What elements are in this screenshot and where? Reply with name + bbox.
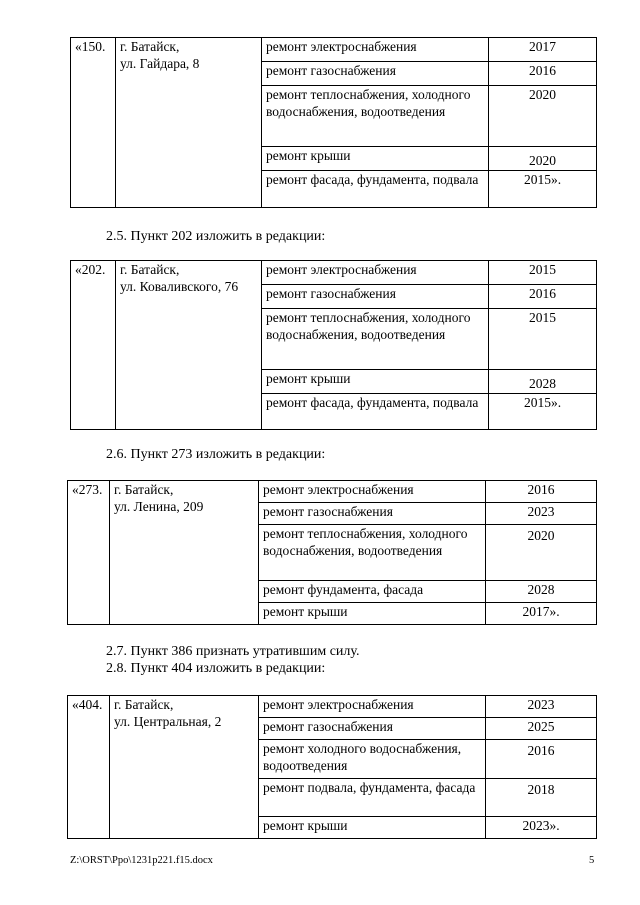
work-type: ремонт теплоснабжения, холодного водоснабжения, водоотведения bbox=[259, 525, 486, 581]
work-year: 2018 bbox=[486, 779, 597, 817]
work-year: 2017 bbox=[489, 38, 597, 62]
work-type: ремонт электроснабжения bbox=[262, 38, 489, 62]
work-type: ремонт электроснабжения bbox=[259, 481, 486, 503]
address-street: ул. Центральная, 2 bbox=[114, 714, 222, 729]
work-year: 2016 bbox=[486, 740, 597, 779]
work-type: ремонт газоснабжения bbox=[259, 718, 486, 740]
item-address bbox=[116, 261, 262, 430]
table-item-150 bbox=[70, 37, 597, 208]
page-number: 5 bbox=[589, 855, 595, 866]
address-city: г. Батайск, bbox=[114, 482, 174, 497]
paragraph-2-5: 2.5. Пункт 202 изложить в редакции: bbox=[106, 229, 326, 244]
work-year: 2015 bbox=[489, 309, 597, 370]
work-type: ремонт крыши bbox=[262, 370, 489, 394]
work-year: 2028 bbox=[486, 581, 597, 603]
work-type: ремонт крыши bbox=[259, 817, 486, 839]
address-street: ул. Ленина, 209 bbox=[114, 499, 204, 514]
work-type: ремонт крыши bbox=[262, 147, 489, 171]
work-type: ремонт газоснабжения bbox=[259, 503, 486, 525]
table-item-273 bbox=[67, 480, 597, 625]
work-year: 2020 bbox=[486, 525, 597, 581]
work-type: ремонт крыши bbox=[259, 603, 486, 625]
work-type: ремонт газоснабжения bbox=[262, 62, 489, 86]
work-year: 2015». bbox=[489, 171, 597, 208]
work-year: 2017». bbox=[486, 603, 597, 625]
work-year: 2023 bbox=[486, 503, 597, 525]
address-city: г. Батайск, bbox=[120, 262, 180, 277]
work-type: ремонт фасада, фундамента, подвала bbox=[262, 394, 489, 430]
table-item-202 bbox=[70, 260, 597, 430]
work-year: 2015 bbox=[489, 261, 597, 285]
work-year: 2016 bbox=[486, 481, 597, 503]
address-city: г. Батайск, bbox=[114, 697, 174, 712]
work-year: 2016 bbox=[489, 62, 597, 86]
item-address bbox=[110, 481, 259, 625]
work-year: 2015». bbox=[489, 394, 597, 430]
work-type: ремонт фундамента, фасада bbox=[259, 581, 486, 603]
work-type: ремонт теплоснабжения, холодного водоснабжения, водоотведения bbox=[262, 309, 489, 370]
address-city: г. Батайск, bbox=[120, 39, 180, 54]
work-type: ремонт теплоснабжения, холодного водоснабжения, водоотведения bbox=[262, 86, 489, 147]
work-year: 2020 bbox=[489, 147, 597, 171]
paragraph-2-7: 2.7. Пункт 386 признать утратившим силу. bbox=[106, 644, 360, 659]
address-street: ул. Коваливского, 76 bbox=[120, 279, 239, 294]
paragraph-2-8: 2.8. Пункт 404 изложить в редакции: bbox=[106, 661, 326, 676]
work-year: 2028 bbox=[489, 370, 597, 394]
work-type: ремонт подвала, фундамента, фасада bbox=[259, 779, 486, 817]
item-number: «273. bbox=[68, 481, 110, 625]
item-address bbox=[110, 696, 259, 839]
address-street: ул. Гайдара, 8 bbox=[120, 56, 200, 71]
work-year: 2023 bbox=[486, 696, 597, 718]
work-type: ремонт электроснабжения bbox=[262, 261, 489, 285]
item-address bbox=[116, 38, 262, 208]
paragraph-2-6: 2.6. Пункт 273 изложить в редакции: bbox=[106, 447, 326, 462]
work-year: 2020 bbox=[489, 86, 597, 147]
work-year: 2023». bbox=[486, 817, 597, 839]
item-number: «404. bbox=[68, 696, 110, 839]
item-number: «202. bbox=[71, 261, 116, 430]
table-item-404 bbox=[67, 695, 597, 839]
work-type: ремонт электроснабжения bbox=[259, 696, 486, 718]
work-type: ремонт холодного водоснабжения, водоотведения bbox=[259, 740, 486, 779]
work-year: 2025 bbox=[486, 718, 597, 740]
work-type: ремонт фасада, фундамента, подвала bbox=[262, 171, 489, 208]
work-year: 2016 bbox=[489, 285, 597, 309]
item-number: «150. bbox=[71, 38, 116, 208]
footer-file-path: Z:\ORST\Ppo\1231p221.f15.docx bbox=[70, 855, 213, 866]
work-type: ремонт газоснабжения bbox=[262, 285, 489, 309]
